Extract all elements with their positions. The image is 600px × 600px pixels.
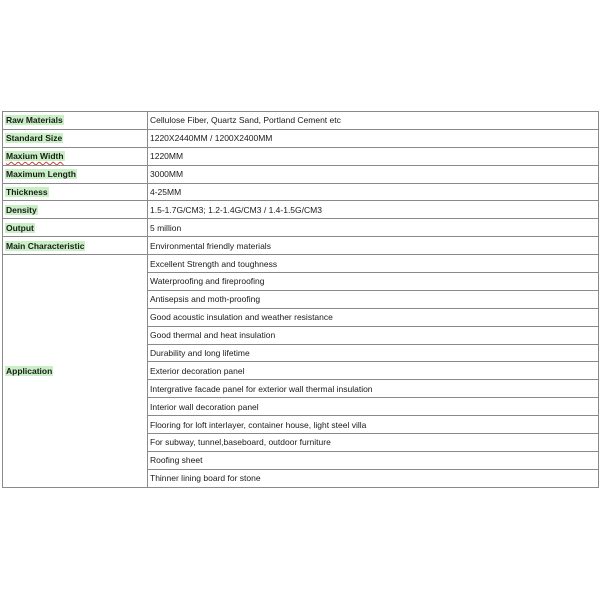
application-item: Roofing sheet <box>148 451 599 469</box>
table-row <box>3 255 599 273</box>
application-item: Durability and long lifetime <box>148 344 599 362</box>
row-label: Standard Size <box>3 129 148 147</box>
table-row <box>3 237 599 255</box>
application-label: Application <box>3 255 148 488</box>
application-item: Exterior decoration panel <box>148 362 599 380</box>
table-row <box>3 183 599 201</box>
row-value: 1220X2440MM / 1200X2400MM <box>148 129 599 147</box>
row-value: 1.5-1.7G/CM3; 1.2-1.4G/CM3 / 1.4-1.5G/CM3 <box>148 201 599 219</box>
table-row <box>3 147 599 165</box>
row-value: 1220MM <box>148 147 599 165</box>
table-row <box>3 112 599 130</box>
row-value: 3000MM <box>148 165 599 183</box>
row-value: 5 million <box>148 219 599 237</box>
table-row <box>3 219 599 237</box>
application-item: Excellent Strength and toughness <box>148 255 599 273</box>
table-row <box>3 129 599 147</box>
row-label: Density <box>3 201 148 219</box>
row-value: Environmental friendly materials <box>148 237 599 255</box>
table-row <box>3 201 599 219</box>
row-label: Main Characteristic <box>3 237 148 255</box>
row-label: Maximum Length <box>3 165 148 183</box>
application-item: Thinner lining board for stone <box>148 469 599 487</box>
application-item: For subway, tunnel,baseboard, outdoor furniture <box>148 434 599 452</box>
row-value: Cellulose Fiber, Quartz Sand, Portland Cement etc <box>148 112 599 130</box>
application-item: Intergrative facade panel for exterior wall thermal insulation <box>148 380 599 398</box>
table-row <box>3 165 599 183</box>
specification-table <box>2 111 599 488</box>
row-value: 4-25MM <box>148 183 599 201</box>
application-item: Flooring for loft interlayer, container house, light steel villa <box>148 416 599 434</box>
application-item: Good acoustic insulation and weather resistance <box>148 308 599 326</box>
application-item: Interior wall decoration panel <box>148 398 599 416</box>
row-label: Thickness <box>3 183 148 201</box>
application-item: Antisepsis and moth-proofing <box>148 290 599 308</box>
row-label: Raw Materials <box>3 112 148 130</box>
row-label: Output <box>3 219 148 237</box>
application-item: Waterproofing and fireproofing <box>148 273 599 291</box>
application-item: Good thermal and heat insulation <box>148 326 599 344</box>
row-label: Maxium Width <box>3 147 148 165</box>
